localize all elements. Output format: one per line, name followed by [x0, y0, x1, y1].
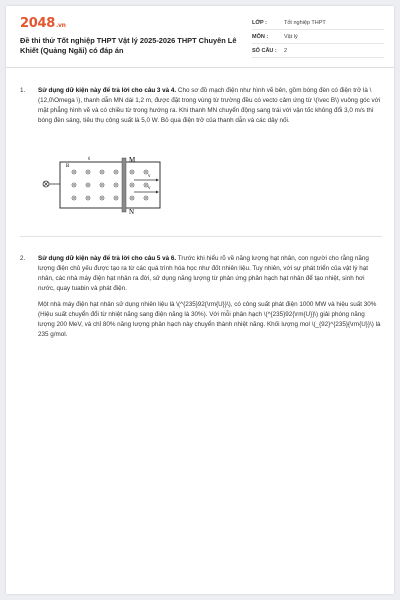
meta-row-subject — [252, 30, 384, 44]
meta-row-count — [252, 44, 384, 58]
meta-label: SỐ CÂU : — [252, 47, 277, 54]
label-n: N — [129, 208, 135, 216]
question-body — [38, 254, 382, 340]
question-text: Trước khi hiểu rõ về năng lượng hạt nhân, con người cho rằng năng lượng điện chủ yếu được tạo ra từ các quá trình hóa học như đốt nhiên liệu. Tuy nhiên, với sự phát triển của vật lý hạt nhân, các nhà máy điện hạt nhân ra đời, sử dụng năng lượng từ phản ứng phân hạch hạt nhân để tạo nhiệt, sinh hơi nước, quay tuabin và phát điện. — [38, 255, 369, 292]
circuit-diagram — [36, 154, 176, 216]
exam-title: Đề thi thử Tốt nghiệp THPT Vật lý 2025-2026 THPT Chuyên Lê Khiết (Quảng Ngãi) có đáp án — [20, 36, 237, 55]
label-v-top: v — [148, 174, 151, 179]
meta-row-class — [252, 16, 384, 30]
exam-sheet — [6, 6, 394, 594]
question-text: Cho sơ đồ mạch điện như hình vẽ bên, gồm bóng đèn có điện trở là \(12,0\Omega \), thanh dẫn MN dài 1,2 m, được đặt trong vùng từ trường đều có vecto cảm ứng từ \(\vec B\) vuông góc với mặt phẳng hình vẽ và có chiều từ trong hướng ra. Khi thanh MN chuyển động sang trái với vận tốc không đổi 3,0 m/s thì bóng đèn sáng, tiêu thụ công suất là 5,0 W. Bỏ qua điện trở của thanh dẫn và các dây nối. — [38, 87, 381, 124]
label-length: ℓ — [88, 157, 91, 162]
logo-text: 2048 — [20, 16, 55, 31]
meta-value: Tốt nghiệp THPT — [284, 19, 326, 26]
section-divider — [20, 236, 382, 237]
label-v-bottom: v — [148, 186, 151, 191]
exam-content — [6, 68, 394, 594]
question-number: 1. — [20, 87, 26, 94]
exam-meta — [252, 16, 384, 58]
lamp-icon — [43, 181, 60, 187]
meta-label: MÔN : — [252, 33, 269, 40]
meta-value: Vật lý — [284, 33, 298, 40]
question-body — [38, 86, 382, 126]
magnetic-field-dots — [72, 170, 148, 200]
conducting-rod — [122, 158, 126, 212]
question-number: 2. — [20, 255, 26, 262]
exam-header — [6, 6, 394, 68]
label-b: B — [66, 164, 70, 169]
logo-suffix: .vn — [55, 22, 66, 29]
question-lead: Sử dụng dữ kiện này để trả lời cho câu 5 và 6. — [38, 255, 177, 262]
meta-value: 2 — [284, 47, 288, 54]
question-paragraph: Một nhà máy điện hạt nhân sử dụng nhiên liệu là \(^{235}92{\rm{U}}\), có công suất phát điện 1000 MW và hiệu suất 30% (Hiệu suất chuyển đổi từ nhiệt năng sang điện năng là 30%). Với mỗi phân hạch \(^{235}92{\rm{U}}\) giải phóng năng lượng 200 MeV, và chỉ 80% năng lượng phân hạch này chuyển thành nhiệt năng. Khối lượng mol \(_{92}^{235}{\rm{U}}\) là 235 g/mol. — [38, 301, 381, 338]
site-logo[interactable] — [20, 16, 66, 31]
question-lead: Sử dụng dữ kiện này để trả lời cho câu 3 và 4. — [38, 87, 177, 94]
label-m: M — [129, 156, 136, 164]
meta-label: LỚP : — [252, 19, 267, 26]
